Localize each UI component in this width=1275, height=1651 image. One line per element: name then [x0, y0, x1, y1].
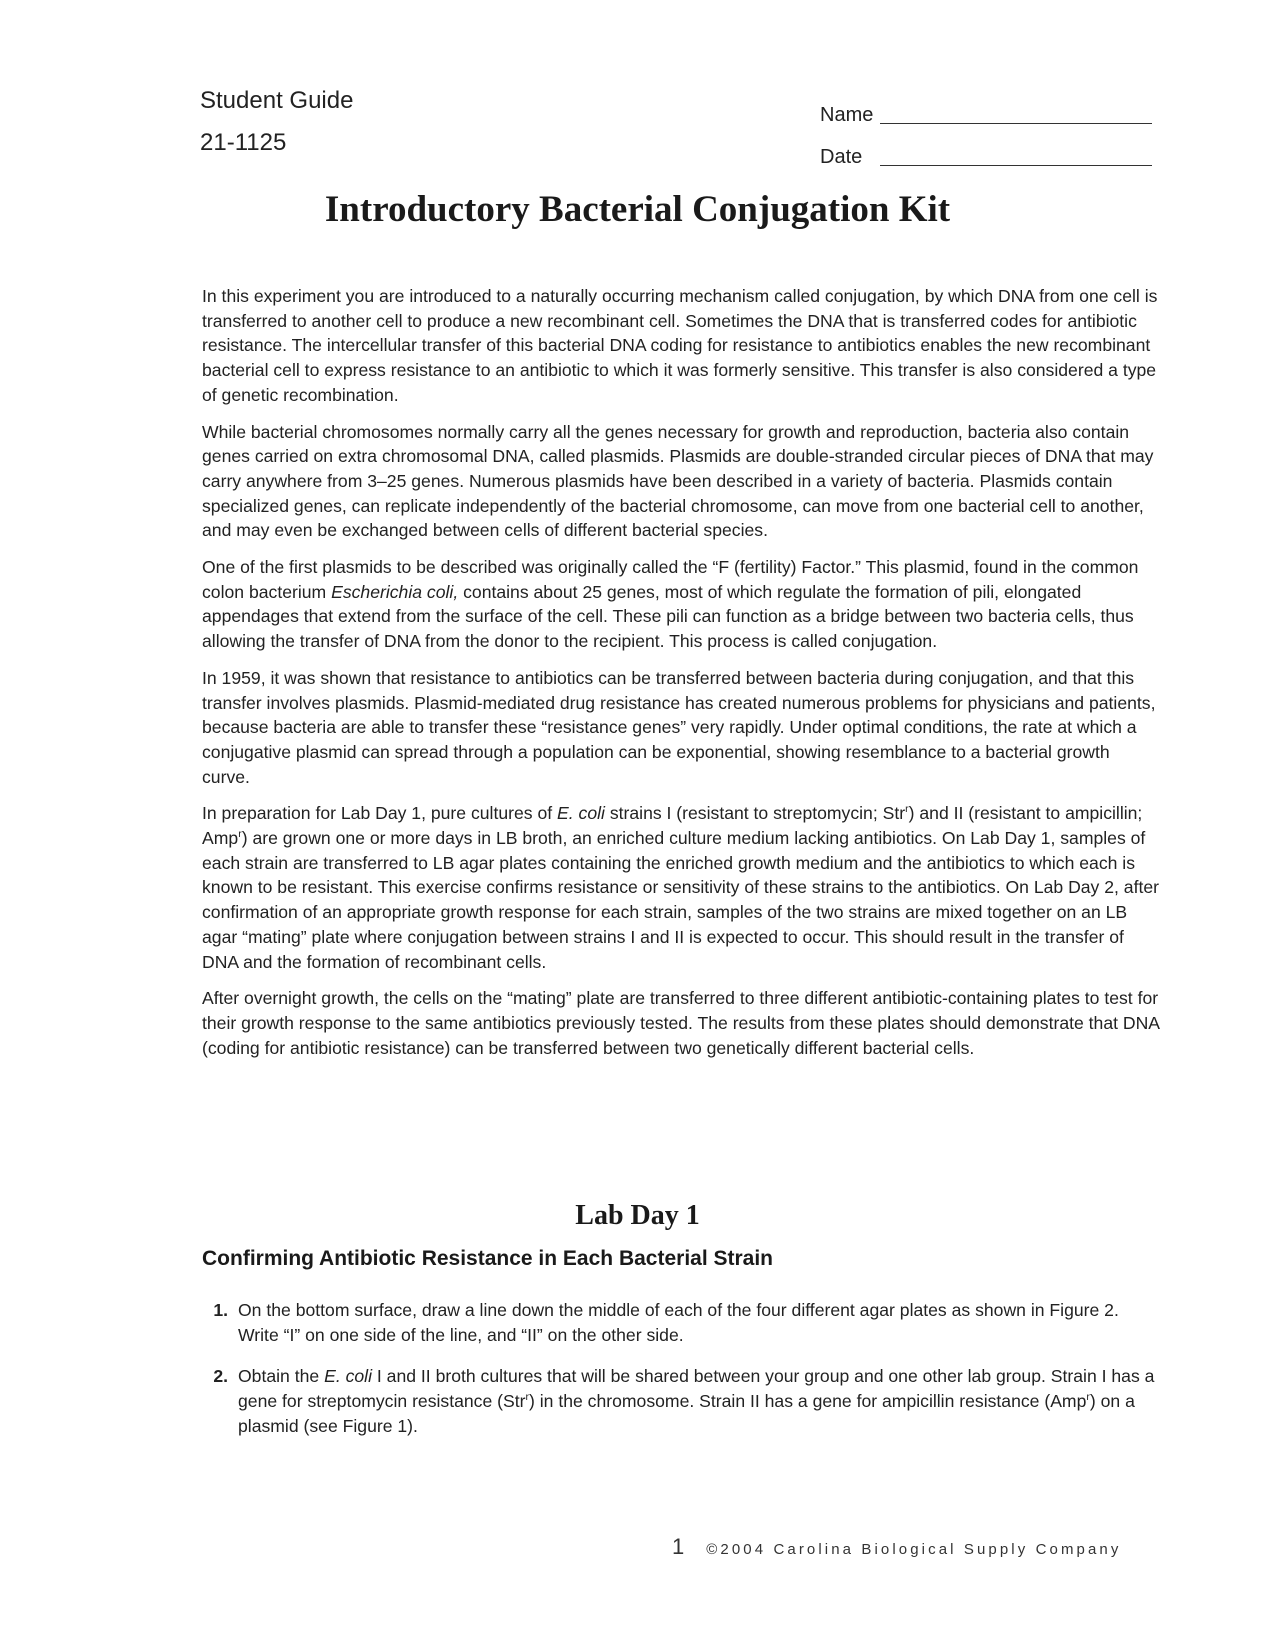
page-footer	[672, 1534, 1121, 1560]
intro-body	[202, 284, 1162, 1072]
superscript: r	[1086, 1391, 1090, 1404]
name-field[interactable]	[880, 101, 1152, 124]
paragraph: After overnight growth, the cells on the “mating” plate are transferred to three different antibiotic-containing plates to test for their growth response to the same antibiotics previously tested. The results from these plates should demonstrate that DNA (coding for antibiotic resistance) can be transferred between two genetically different bacterial cells.	[202, 988, 1160, 1058]
copyright-notice: ©2004 Carolina Biological Supply Company	[706, 1541, 1122, 1558]
date-field[interactable]	[880, 143, 1152, 166]
catalog-number: 21-1125	[200, 129, 287, 156]
superscript: r	[905, 803, 909, 816]
document-title: Introductory Bacterial Conjugation Kit	[324, 189, 951, 230]
page-number: 1	[672, 1534, 685, 1559]
step-item	[202, 1298, 1162, 1347]
text-run: ) on a plasmid (see Figure 1).	[238, 1391, 1135, 1436]
step-number: 2.	[213, 1366, 228, 1387]
text-run: I and II broth cultures that will be shared between your group and one other lab group. Strain I has a gene for streptomycin resistance (Str	[238, 1366, 1155, 1412]
procedure-steps	[202, 1298, 1162, 1456]
date-field-row	[820, 130, 1152, 172]
text-run: ) in the chromosome. Strain II has a gene for ampicillin resistance (Amp	[529, 1391, 1087, 1412]
header-fields	[820, 88, 1152, 172]
text-run: Obtain the	[238, 1366, 325, 1387]
paragraph: In this experiment you are introduced to a naturally occurring mechanism called conjugation, by which DNA from one cell is transferred to another cell to produce a new recombinant cell. Sometimes the DNA that is transferred codes for antibiotic resistance. The intercellular transfer of this bacterial DNA coding for resistance to antibiotics enables the new recombinant bacterial cell to express resistance to an antibiotic to which it was formerly sensitive. This transfer is also considered a type of genetic recombination.	[202, 286, 1158, 405]
species-name: E. coli	[324, 1366, 372, 1387]
guide-label: Student Guide	[200, 87, 354, 114]
text-run: One of the first plasmids to be described was originally called the “F (fertility) Factor.” This plasmid, found in the common colon bacterium	[202, 557, 1139, 602]
text-run: contains about 25 genes, most of which regulate the formation of pili, elongated appendages that extend from the surface of the cell. These pili can function as a bridge between two bacteria cells, thus allowing the transfer of DNA from the donor to the recipient. This process is called conjugation.	[202, 581, 1134, 652]
step-item	[202, 1364, 1162, 1438]
paragraph: While bacterial chromosomes normally carry all the genes necessary for growth and reproduction, bacteria also contain genes carried on extra chromosomal DNA, called plasmids. Plasmids are double-stranded circular pieces of DNA that may carry anywhere from 3–25 genes. Numerous plasmids have been described in a variety of bacteria. Plasmids contain specialized genes, can replicate independently of the bacterial chromosome, can move from one bacterial cell to another, and may even be exchanged between cells of different bacterial species.	[202, 421, 1154, 541]
text-run: ) and II (resistant to ampicillin; Amp	[202, 803, 1143, 849]
superscript: r	[238, 828, 242, 841]
superscript: r	[525, 1391, 529, 1404]
species-name: Escherichia coli,	[331, 581, 459, 602]
name-field-row	[820, 88, 1152, 130]
section-heading: Confirming Antibiotic Resistance in Each Bacterial Strain	[202, 1247, 774, 1270]
step-number: 1.	[213, 1300, 228, 1320]
species-name: E. coli	[557, 803, 605, 824]
header-left	[200, 86, 353, 170]
paragraph	[202, 801, 1162, 974]
name-label: Name	[820, 104, 874, 126]
date-label: Date	[820, 146, 863, 168]
text-run: ) are grown one or more days in LB broth, an enriched culture medium lacking antibiotics. On Lab Day 1, samples of each strain are transferred to LB agar plates containing the enriched growth medium and the antibiotics to which each is known to be resistant. This exercise confirms resistance or sensitivity of these strains to the antibiotics. On Lab Day 2, after confirmation of an appropriate growth response for each strain, samples of the two strains are mixed together on an LB agar “mating” plate where conjugation between strains I and II is expected to occur. This should result in the transfer of DNA and the formation of recombinant cells.	[202, 828, 1160, 972]
text-run: strains I (resistant to streptomycin; Str	[604, 803, 906, 824]
paragraph	[202, 555, 1162, 654]
step-text	[238, 1364, 1162, 1438]
paragraph: In 1959, it was shown that resistance to antibiotics can be transferred between bacteria during conjugation, and that this transfer involves plasmids. Plasmid-mediated drug resistance has created numerous problems for physicians and patients, because bacteria are able to transfer these “resistance genes” very rapidly. Under optimal conditions, the rate at which a conjugative plasmid can spread through a population can be exponential, showing resemblance to a bacterial growth curve.	[202, 667, 1156, 787]
lab-day-heading: Lab Day 1	[575, 1200, 700, 1231]
text-run: In preparation for Lab Day 1, pure cultures of	[202, 803, 558, 824]
step-text: On the bottom surface, draw a line down the middle of each of the four different agar plates as shown in Figure 2. Write “I” on one side of the line, and “II” on the other side.	[238, 1300, 1119, 1345]
